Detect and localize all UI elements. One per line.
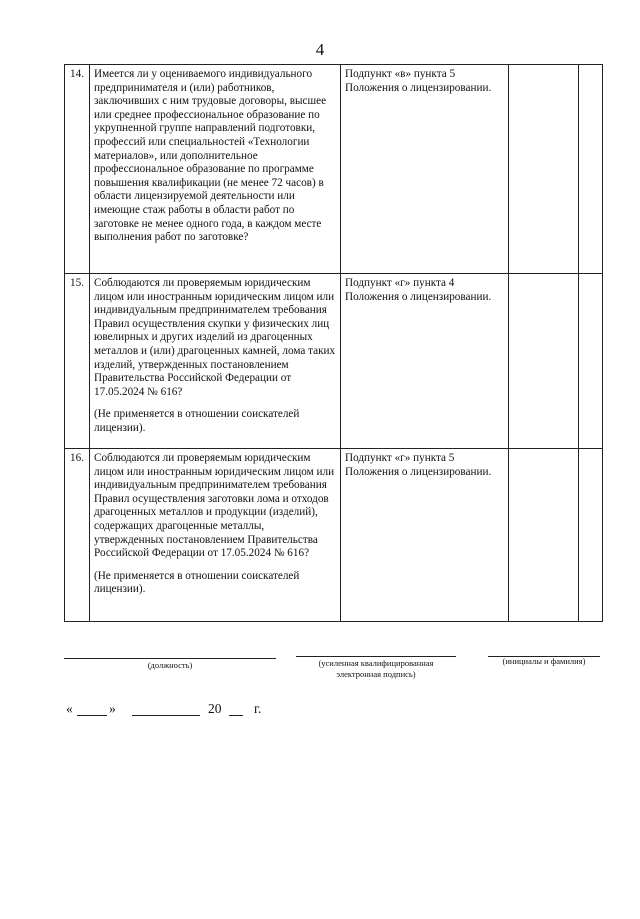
- table-row: [65, 449, 603, 622]
- table-row: [65, 65, 603, 274]
- name-caption: (инициалы и фамилия): [502, 656, 586, 666]
- question-text: Имеется ли у оцениваемого индивидуального предпринимателя и (или) работников, заключивших с ним трудовые договоры, высшее или среднее профессиональное образование по укрупненной группе направлений подготовки, профессий или специальностей «Технологии материалов», или дополнительное профессиональное образование по программе повышения квалификации (не менее 72 часов) в области лицензируемой деятельности или имеющие стаж работы в области работ по заготовке не менее одного года, в каждом месте выполнения работ по заготовке?: [94, 68, 327, 244]
- answer-cell: [509, 274, 579, 449]
- reference-cell: Подпункт «г» пункта 5 Положения о лицензировании.: [341, 449, 509, 622]
- day-blank: [77, 715, 107, 716]
- date-close-quote: »: [109, 701, 116, 716]
- checklist-table: [64, 64, 603, 622]
- row-number: 15.: [65, 274, 90, 449]
- row-number: 16.: [65, 449, 90, 622]
- comment-cell: [579, 449, 603, 622]
- answer-cell: [509, 65, 579, 274]
- esign-caption: (усиленная квалифицированная электронная подпись): [318, 658, 434, 679]
- question-cell: [90, 65, 341, 274]
- reference-cell: Подпункт «в» пункта 5 Положения о лицензировании.: [341, 65, 509, 274]
- table-row: [65, 274, 603, 449]
- comment-cell: [579, 65, 603, 274]
- question-text: Соблюдаются ли проверяемым юридическим лицом или иностранным юридическим лицом или индивидуальным предпринимателем требования Правил осуществления скупки у физических лиц ювелирных и других изделий из драгоценных металлов и (или) драгоценных камней, лома таких изделий, утвержденных постановлением Правительства Российской Федерации от 17.05.2024 № 616?: [94, 277, 336, 398]
- year-prefix: 20: [208, 701, 222, 716]
- reference-cell: Подпункт «г» пункта 4 Положения о лицензировании.: [341, 274, 509, 449]
- question-note: (Не применяется в отношении соискателей лицензии).: [94, 408, 300, 434]
- year-blank: [229, 715, 243, 716]
- esign-line: [296, 656, 456, 657]
- position-line: [64, 658, 276, 659]
- date-open-quote: «: [66, 701, 73, 716]
- page-number: 4: [315, 40, 325, 59]
- answer-cell: [509, 449, 579, 622]
- question-cell: [90, 274, 341, 449]
- year-suffix: г.: [254, 701, 262, 716]
- date-row: [64, 701, 304, 721]
- month-blank: [132, 715, 200, 716]
- row-number: 14.: [65, 65, 90, 274]
- question-text: Соблюдаются ли проверяемым юридическим лицом или иностранным юридическим лицом или индивидуальным предпринимателем требования Правил осуществления заготовки лома и отходов драгоценных металлов и продукции (изделий), содержащих драгоценные металлы, утвержденных постановлением Правительства Российской Федерации от 17.05.2024 № 616?: [94, 452, 335, 560]
- position-caption: (должность): [147, 660, 193, 670]
- question-note: (Не применяется в отношении соискателей лицензии).: [94, 569, 300, 596]
- question-cell: [90, 449, 341, 622]
- comment-cell: [579, 274, 603, 449]
